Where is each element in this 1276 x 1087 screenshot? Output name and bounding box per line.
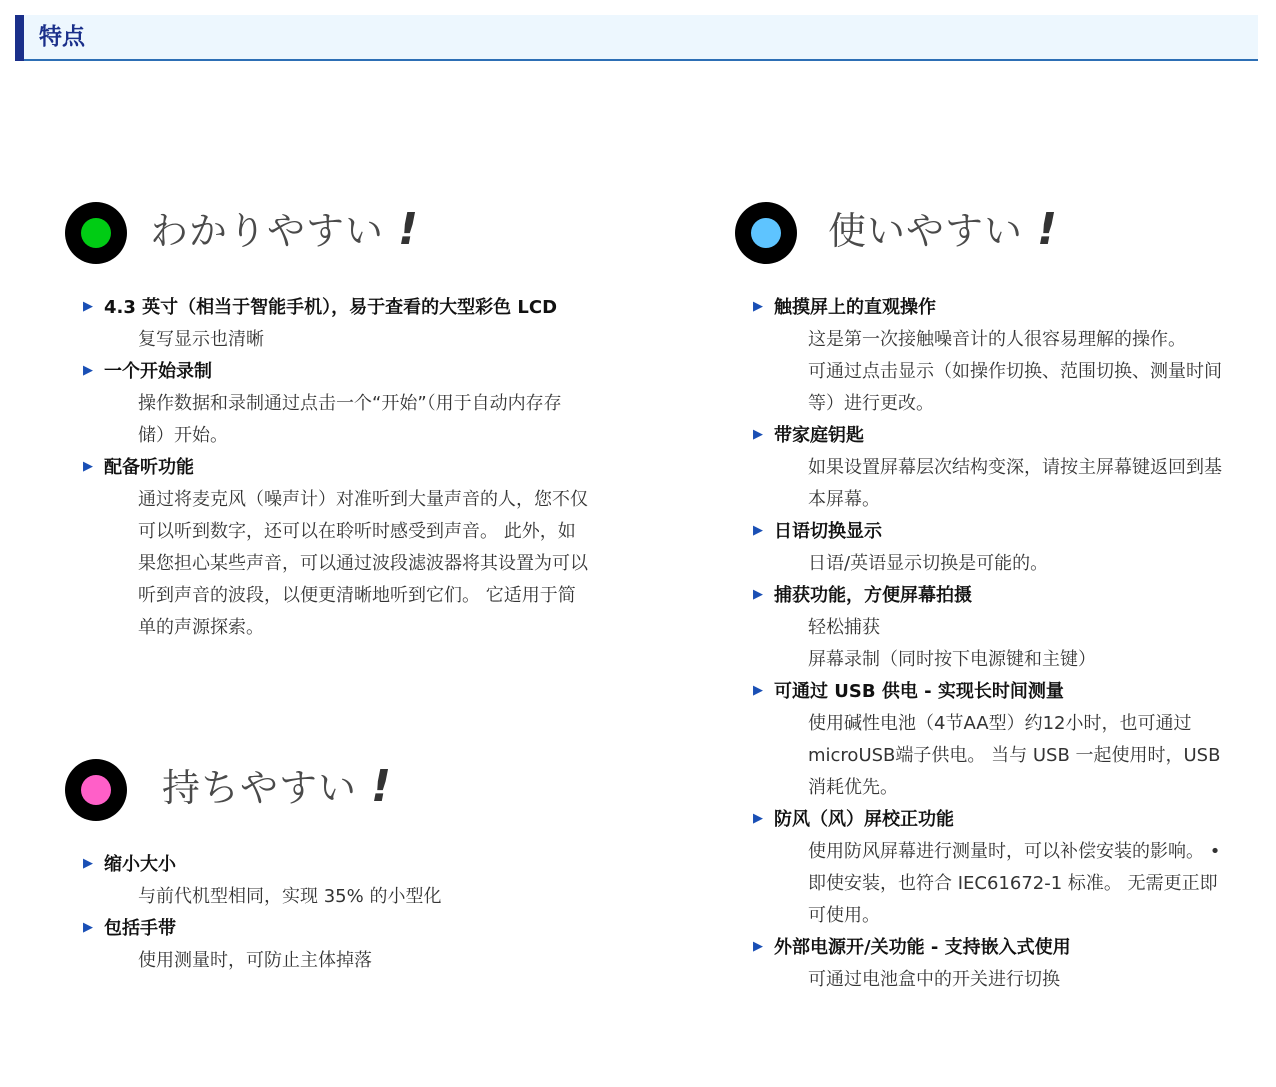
triangle-bullet-icon: ▶: [83, 363, 93, 378]
feature-list-easy-hold: [83, 849, 643, 977]
triangle-bullet-icon: ▶: [83, 459, 93, 474]
feature-title: [753, 420, 1258, 452]
heading-text: わかりやすい: [150, 209, 385, 253]
feature-description-line: 可通过电池盒中的开关进行切换: [808, 969, 1060, 990]
feature-description-line: 如果设置屏幕层次结构变深，请按主屏幕键返回到基: [808, 457, 1222, 478]
feature-description-line: 消耗优先。: [808, 777, 898, 798]
feature-title: [753, 676, 1258, 708]
blue-dot: [751, 218, 781, 248]
feature-title-text: 日语切换显示: [774, 521, 882, 542]
feature-title: [753, 804, 1258, 836]
feature-description-line: 轻松捕获: [808, 617, 880, 638]
triangle-bullet-icon: ▶: [753, 427, 763, 442]
heading-easy-understand: [150, 205, 419, 256]
feature-description-line: 单的声源探索。: [138, 617, 264, 638]
feature-title-text: 捕获功能，方便屏幕拍摄: [774, 585, 972, 606]
feature-title: [83, 913, 643, 945]
triangle-bullet-icon: ▶: [753, 939, 763, 954]
feature-description-line: 可以听到数字，还可以在聆听时感受到声音。 此外，如: [138, 521, 576, 542]
heading-easy-use: [828, 205, 1058, 256]
feature-item: [83, 292, 643, 356]
triangle-bullet-icon: ▶: [753, 299, 763, 314]
feature-item: [753, 676, 1258, 804]
feature-description-line: 复写显示也清晰: [138, 329, 264, 350]
feature-item: [753, 292, 1258, 420]
feature-title-text: 包括手带: [104, 918, 176, 939]
feature-title-text: 外部电源开/关功能 - 支持嵌入式使用: [774, 937, 1071, 958]
feature-item: [753, 516, 1258, 580]
feature-title: [83, 849, 643, 881]
feature-list-easy-use: [753, 292, 1258, 996]
feature-description-line: 使用碱性电池（4节AA型）约12小时，也可通过: [808, 713, 1192, 734]
feature-description-line: 屏幕录制（同时按下电源键和主键）: [808, 649, 1096, 670]
heading-easy-hold: [162, 762, 392, 813]
feature-description-line: 这是第一次接触噪音计的人很容易理解的操作。: [808, 329, 1186, 350]
feature-description-line: 听到声音的波段，以便更清晰地听到它们。 它适用于简: [138, 585, 576, 606]
exclamation-mark: !: [398, 204, 420, 255]
feature-item: [753, 420, 1258, 516]
heading-text: 使いやすい: [828, 209, 1024, 253]
feature-description-line: 使用防风屏幕进行测量时，可以补偿安装的影响。 •: [808, 841, 1221, 862]
feature-item: [753, 932, 1258, 996]
header-accent-bar: [15, 15, 24, 61]
heading-text: 持ちやすい: [162, 766, 358, 810]
feature-title-text: 可通过 USB 供电 - 实现长时间测量: [774, 681, 1064, 702]
feature-title: [83, 452, 643, 484]
feature-description-line: 果您担心某些声音，可以通过波段滤波器将其设置为可以: [138, 553, 588, 574]
exclamation-mark: !: [371, 761, 393, 812]
feature-item: [753, 804, 1258, 932]
pink-dot: [81, 775, 111, 805]
feature-title-text: 缩小大小: [104, 854, 176, 875]
feature-description-line: 日语/英语显示切换是可能的。: [808, 553, 1049, 574]
feature-title-text: 触摸屏上的直观操作: [774, 297, 936, 318]
feature-title: [753, 580, 1258, 612]
feature-title-text: 配备听功能: [104, 457, 194, 478]
feature-description-line: 可使用。: [808, 905, 880, 926]
page-title: 特点: [39, 24, 85, 50]
green-circle-icon: [65, 202, 127, 264]
pink-circle-icon: [65, 759, 127, 821]
feature-title: [753, 516, 1258, 548]
feature-title: [83, 356, 643, 388]
green-dot: [81, 218, 111, 248]
triangle-bullet-icon: ▶: [753, 587, 763, 602]
section-header: [15, 15, 1258, 61]
triangle-bullet-icon: ▶: [83, 856, 93, 871]
feature-description-line: 本屏幕。: [808, 489, 880, 510]
feature-title-text: 一个开始录制: [104, 361, 212, 382]
feature-description-line: 即使安装，也符合 IEC61672-1 标准。 无需更正即: [808, 873, 1218, 894]
triangle-bullet-icon: ▶: [83, 299, 93, 314]
feature-title-text: 带家庭钥匙: [774, 425, 864, 446]
feature-description-line: 使用测量时，可防止主体掉落: [138, 950, 372, 971]
feature-description-line: 操作数据和录制通过点击一个“开始”（用于自动内存存: [138, 393, 562, 414]
feature-list-easy-understand: [83, 292, 643, 644]
feature-item: [753, 580, 1258, 676]
triangle-bullet-icon: ▶: [753, 523, 763, 538]
exclamation-mark: !: [1037, 204, 1059, 255]
triangle-bullet-icon: ▶: [753, 811, 763, 826]
feature-item: [83, 356, 643, 452]
feature-title: [83, 292, 643, 324]
feature-item: [83, 452, 643, 644]
feature-title: [753, 932, 1258, 964]
triangle-bullet-icon: ▶: [753, 683, 763, 698]
feature-description-line: 与前代机型相同，实现 35% 的小型化: [138, 886, 442, 907]
triangle-bullet-icon: ▶: [83, 920, 93, 935]
feature-description-line: 可通过点击显示（如操作切换、范围切换、测量时间: [808, 361, 1222, 382]
feature-item: [83, 849, 643, 913]
feature-title-text: 防风（风）屏校正功能: [774, 809, 954, 830]
feature-title: [753, 292, 1258, 324]
feature-item: [83, 913, 643, 977]
feature-title-text: 4.3 英寸（相当于智能手机），易于查看的大型彩色 LCD: [104, 297, 558, 318]
blue-circle-icon: [735, 202, 797, 264]
feature-description-line: microUSB端子供电。 当与 USB 一起使用时，USB: [808, 745, 1221, 766]
feature-description-line: 储）开始。: [138, 425, 228, 446]
feature-description-line: 通过将麦克风（噪声计）对准听到大量声音的人，您不仅: [138, 489, 588, 510]
feature-description-line: 等）进行更改。: [808, 393, 934, 414]
